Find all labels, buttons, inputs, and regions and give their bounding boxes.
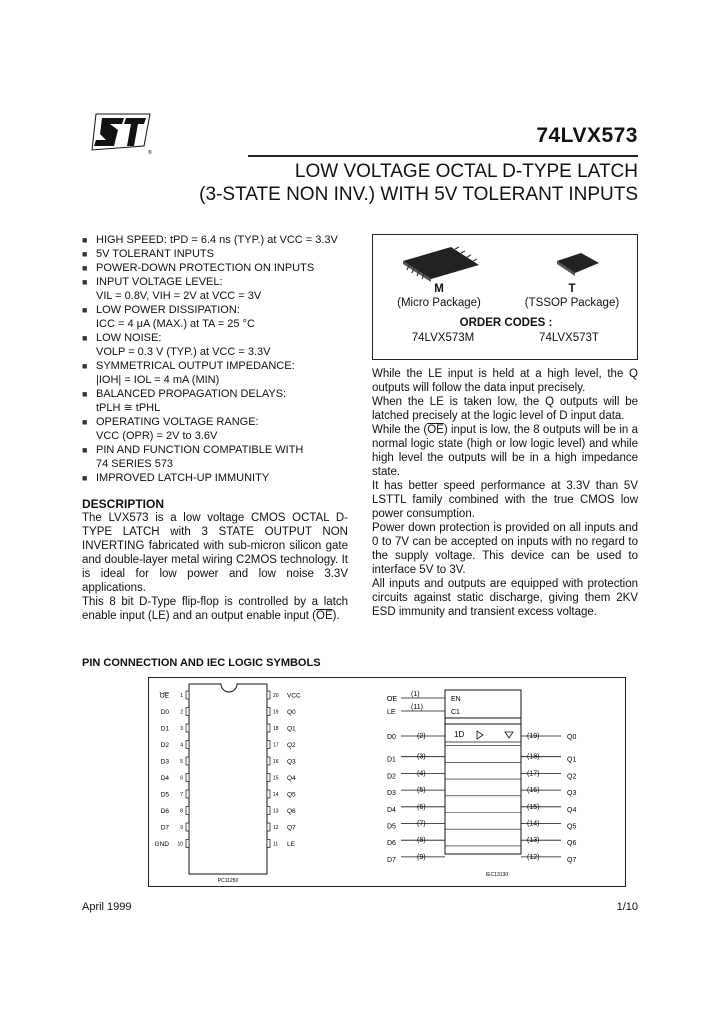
tssop-package-icon	[553, 249, 603, 279]
iec-d-label: D6	[387, 840, 396, 848]
dip-pin-number: 1	[180, 693, 183, 699]
iec-ctrl-num: (11)	[411, 704, 423, 711]
dip-pin-number: 20	[273, 693, 279, 699]
dip-pin-number: 16	[273, 759, 279, 765]
dip-pin-label: GND	[154, 841, 169, 848]
dip-pin-left	[186, 741, 189, 749]
feature-subitem: |IOH| = IOL = 4 mA (MIN)	[96, 374, 220, 386]
iec-q-num: (17)	[527, 770, 540, 778]
features-list	[82, 233, 352, 485]
paragraph: This 8 bit D-Type flip-flop is controlled by a latch enable input (LE) and an output enable input $(\overline{OE})$.	[82, 596, 348, 622]
package-box	[372, 234, 638, 360]
dip-pin-number: 4	[180, 742, 183, 749]
feature-subitem: VCC (OPR) = 2V to 3.6V	[96, 430, 218, 442]
iec-d-label: D7	[387, 856, 396, 864]
package-t-letter: T	[568, 283, 576, 295]
iec-q-num: (19)	[527, 733, 540, 740]
iec-d-label: D2	[387, 773, 396, 781]
dip-pin-right	[267, 790, 270, 798]
title-line-2: (3-STATE NON INV.) WITH 5V TOLERANT INPUTS	[199, 184, 638, 205]
feature-item: ■ POWER-DOWN PROTECTION ON INPUTS	[82, 262, 315, 274]
dip-pin-number: 7	[180, 792, 183, 798]
iec-q-label: Q2	[567, 773, 577, 781]
order-code-m: 74LVX573M	[411, 332, 475, 344]
dip-pin-label: OE	[159, 692, 169, 700]
feature-subitem: ICC = 4 μA (MAX.) at TA = 25 °C	[96, 318, 255, 330]
iec-d-num: (7)	[417, 820, 426, 828]
iec-q-label: Q0	[567, 734, 577, 741]
paragraph: It has better speed performance at 3.3V than 5V LSTTL family combined with the true CMOS low power consumption.	[372, 480, 638, 520]
iec-latch-block	[445, 724, 521, 854]
iec-d-label: D5	[387, 823, 396, 831]
dip-pin-number: 10	[177, 841, 183, 848]
dip-pin-left	[186, 757, 189, 765]
dip-pin-right	[267, 807, 270, 815]
dip-pin-label: Q5	[287, 791, 296, 799]
dip-pin-number: 11	[273, 841, 279, 848]
iec-q-label: Q7	[567, 856, 577, 864]
dip-pin-number: 9	[180, 825, 183, 831]
order-code-t: 74LVX573T	[539, 332, 599, 344]
iec-d-label: D1	[387, 756, 396, 764]
dip-pin-right	[267, 823, 270, 831]
iec-d-num: (2)	[417, 733, 426, 740]
functional-description	[372, 367, 638, 619]
dip-pin-number: 2	[180, 709, 183, 716]
dip-pin-number: 13	[273, 808, 279, 815]
footer-page: 1/10	[616, 901, 638, 913]
feature-item: ■ INPUT VOLTAGE LEVEL:	[82, 276, 223, 288]
iec-q-num: (14)	[527, 820, 540, 828]
order-codes-label: ORDER CODES :	[459, 317, 553, 329]
dip-pin-number: 12	[273, 825, 279, 831]
dip-pin-label: Q6	[287, 808, 296, 815]
feature-subitem: VIL = 0.8V, VIH = 2V at VCC = 3V	[96, 290, 262, 302]
dip-pin-left	[186, 807, 189, 815]
package-m-letter: M	[434, 283, 444, 295]
dip-pin-number: 18	[273, 726, 279, 732]
iec-ctrl-input: OE	[387, 696, 398, 703]
dip-pin-right	[267, 840, 270, 848]
dip-pin-label: D7	[160, 824, 169, 832]
dip-pin-label: Q4	[287, 775, 296, 782]
iec-d-label: D4	[387, 806, 396, 814]
dip-pin-left	[186, 790, 189, 798]
iec-q-label: Q3	[567, 790, 577, 798]
pin-diagram	[149, 678, 625, 886]
paragraph: While the $(\overline{OE})$ input is low, the 8 outputs will be in a normal logic state (high or low logic level) and while high level the outputs will be in a high impedance state.	[372, 424, 638, 478]
dip-pin-label: D2	[160, 742, 169, 749]
dip-pin-left	[186, 724, 189, 732]
iec-q-num: (15)	[527, 803, 540, 811]
iec-code: IEC13130	[485, 872, 509, 878]
iec-d-num: (3)	[417, 753, 426, 761]
iec-d-num: (8)	[417, 837, 426, 845]
feature-item: ■ HIGH SPEED: tPD = 6.4 ns (TYP.) at VCC = 3.3V	[82, 234, 338, 246]
iec-ctrl-label: EN	[451, 696, 461, 703]
feature-item: ■ BALANCED PROPAGATION DELAYS:	[82, 388, 287, 400]
iec-d-num: (5)	[417, 787, 426, 795]
feature-item: ■ LOW POWER DISSIPATION:	[82, 304, 240, 316]
feature-item: ■ PIN AND FUNCTION COMPATIBLE WITH	[82, 444, 304, 456]
dip-pin-number: 8	[180, 808, 183, 815]
feature-subitem: tPLH ≅ tPHL	[96, 402, 161, 414]
dip-pin-label: VCC	[287, 692, 301, 700]
iec-q-num: (18)	[527, 753, 540, 761]
iec-q-num: (12)	[527, 853, 540, 861]
dip-pin-left	[186, 823, 189, 831]
part-number: 74LVX573	[536, 124, 638, 147]
iec-d-label: D3	[387, 790, 396, 798]
dip-pin-right	[267, 691, 270, 699]
pin-diagram-box	[148, 677, 626, 887]
iec-q-label: Q5	[567, 823, 577, 831]
dip-pin-left	[186, 774, 189, 782]
dip-pin-label: D5	[160, 791, 169, 799]
dip-pin-label: D6	[160, 808, 169, 815]
dip-pin-label: LE	[287, 841, 295, 848]
paragraph: When the LE is taken low, the Q outputs will be latched precisely at the logic level of D input data.	[372, 396, 638, 422]
feature-item: ■ SYMMETRICAL OUTPUT IMPEDANCE:	[82, 360, 295, 372]
dip-pin-right	[267, 757, 270, 765]
st-logo-icon	[84, 110, 154, 156]
dip-pin-label: Q0	[287, 709, 296, 716]
dip-pin-number: 5	[180, 759, 183, 765]
dip-pin-label: D0	[160, 709, 169, 716]
iec-d-num: (4)	[417, 770, 426, 778]
dip-pin-left	[186, 840, 189, 848]
feature-item: ■ 5V TOLERANT INPUTS	[82, 248, 214, 260]
iec-ctrl-num: (1)	[411, 691, 420, 698]
iec-q-label: Q1	[567, 756, 577, 764]
description-heading: DESCRIPTION	[82, 497, 165, 511]
dip-pin-number: 14	[273, 792, 279, 798]
dip-pin-label: Q7	[287, 824, 296, 832]
dip-pin-label: D4	[160, 775, 169, 782]
so-package-icon	[399, 243, 483, 283]
dip-pin-label: Q2	[287, 742, 296, 749]
dip-pin-label: D3	[160, 758, 169, 766]
paragraph: All inputs and outputs are equipped with protection circuits against static discharge, giving them 2KV ESD immunity and transient excess voltage.	[372, 578, 638, 618]
feature-item: ■ IMPROVED LATCH-UP IMMUNITY	[82, 472, 270, 484]
iec-d-label: D0	[387, 734, 396, 741]
dip-pin-right	[267, 741, 270, 749]
dip-pin-left	[186, 708, 189, 716]
package-m-name: (Micro Package)	[397, 297, 481, 309]
feature-subitem: 74 SERIES 573	[96, 458, 174, 470]
iec-q-num: (13)	[527, 837, 540, 845]
title-rule	[248, 155, 638, 157]
feature-subitem: VOLP = 0.3 V (TYP.) at VCC = 3.3V	[96, 346, 271, 358]
iec-q-label: Q6	[567, 840, 577, 848]
chip-code: PC11250	[217, 878, 239, 884]
dip-pin-number: 15	[273, 775, 279, 782]
iec-1d-label: 1D	[454, 730, 465, 739]
paragraph: Power down protection is provided on all inputs and 0 to 7V can be accepted on inputs with no regard to the supply voltage. This device can be used to interface 5V to 3V.	[372, 522, 638, 576]
iec-d-num: (9)	[417, 853, 426, 861]
paragraph: While the LE input is held at a high level, the Q outputs will follow the data input precisely.	[372, 368, 638, 394]
dip-pin-label: Q3	[287, 758, 296, 766]
feature-item: ■ LOW NOISE:	[82, 332, 162, 344]
footer-date: April 1999	[82, 901, 132, 913]
pin-connection-heading: PIN CONNECTION AND IEC LOGIC SYMBOLS	[82, 657, 321, 669]
iec-q-label: Q4	[567, 806, 577, 814]
dip-pin-right	[267, 724, 270, 732]
feature-item: ■ OPERATING VOLTAGE RANGE:	[82, 416, 259, 428]
dip-pin-right	[267, 708, 270, 716]
iec-ctrl-label: C1	[451, 709, 460, 716]
description-body	[82, 511, 348, 623]
package-t-name: (TSSOP Package)	[524, 297, 620, 309]
paragraph: The LVX573 is a low voltage CMOS OCTAL D-TYPE LATCH with 3 STATE OUTPUT NON INVERTING fabricated with sub-micron silicon gate and double-layer metal wiring C2MOS technology. It is ideal for low power and low noise 3.3V applications.	[82, 512, 348, 594]
iec-ctrl-input: LE	[387, 709, 396, 716]
dip-pin-right	[267, 774, 270, 782]
title-line-1: LOW VOLTAGE OCTAL D-TYPE LATCH	[294, 161, 638, 182]
iec-q-num: (16)	[527, 787, 540, 795]
dip-pin-number: 17	[273, 742, 279, 749]
svg-text:®: ®	[148, 150, 152, 156]
dip-pin-label: Q1	[287, 725, 296, 733]
dip-pin-left	[186, 691, 189, 699]
dip-pin-number: 6	[180, 775, 183, 782]
dip-pin-number: 3	[180, 726, 183, 732]
dip-pin-number: 19	[273, 709, 279, 716]
iec-d-num: (6)	[417, 803, 426, 811]
dip-pin-label: D1	[160, 725, 169, 733]
